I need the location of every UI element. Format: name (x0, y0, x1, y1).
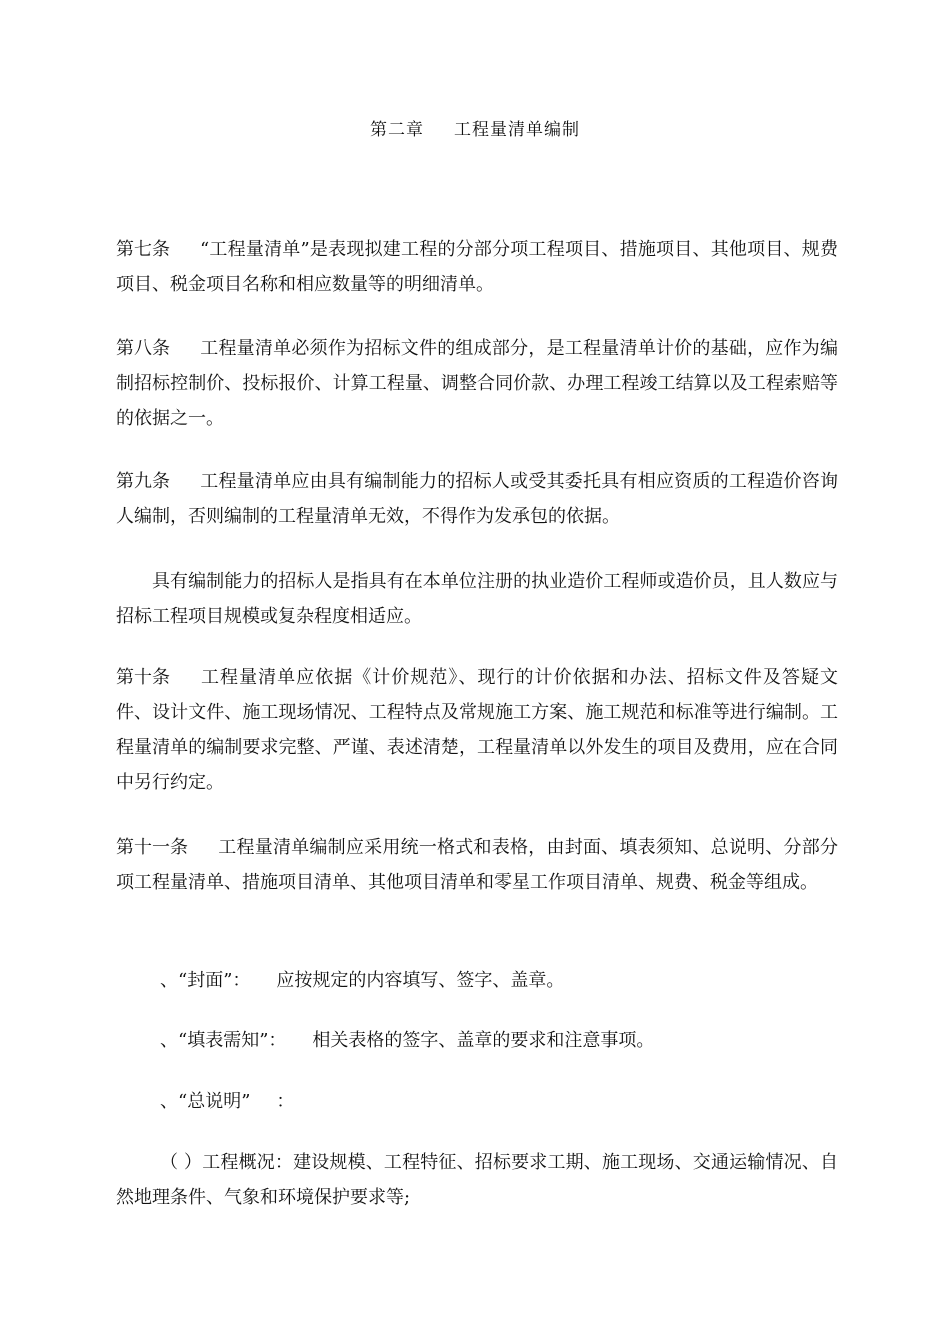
sub-item-project-overview (116, 1145, 838, 1215)
article-8 (116, 331, 838, 436)
article-text: 工程量清单编制应采用统一格式和表格，由封面、填表须知、总说明、分部分项工程量清单、措施项目清单、其他项目清单和零星工作项目清单、规费、税金等组成。 (116, 837, 838, 893)
article-label: 第十一条 (116, 837, 188, 858)
article-text: 工程量清单应依据《计价规范》、现行的计价依据和办法、招标文件及答疑文件、设计文件、施工现场情况、工程特点及常规施工方案、施工规范和标准等进行编制。工程量清单的编制要求完整、严谨、表述清楚，工程量清单以外发生的项目及费用，应在合同中另行约定。 (116, 667, 838, 793)
article-7 (116, 232, 838, 302)
chapter-title-text: 工程量清单编制 (454, 120, 580, 140)
item-text: 相关表格的签字、盖章的要求和注意事项。 (312, 1030, 655, 1051)
item-prefix: 、“填表需知”： (160, 1030, 287, 1051)
item-prefix: 、“封面”： (160, 970, 251, 991)
article-text: 具有编制能力的招标人是指具有在本单位注册的执业造价工程师或造价员，且人数应与招标工程项目规模或复杂程度相适应。 (116, 571, 838, 627)
article-text: 工程量清单应由具有编制能力的招标人或受其委托具有相应资质的工程造价咨询人编制，否则编制的工程量清单无效，不得作为发承包的依据。 (116, 471, 838, 527)
item-text: ： (276, 1091, 295, 1112)
chapter-number: 第二章 (370, 120, 424, 140)
item-instructions (116, 1023, 882, 1058)
article-text: 工程量清单必须作为招标文件的组成部分，是工程量清单计价的基础，应作为编制招标控制价、投标报价、计算工程量、调整合同价款、办理工程竣工结算以及工程索赔等的依据之一。 (116, 338, 838, 429)
article-label: 第八条 (116, 338, 170, 359)
sub-item-text: 建设规模、工程特征、招标要求工期、施工现场、交通运输情况、自然地理条件、气象和环境保护要求等; (116, 1152, 838, 1208)
article-text: “工程量清单”是表现拟建工程的分部分项工程项目、措施项目、其他项目、规费项目、税金项目名称和相应数量等的明细清单。 (116, 239, 838, 295)
article-11 (116, 830, 838, 900)
chapter-heading (0, 118, 950, 142)
article-9-note (116, 564, 838, 634)
article-label: 第九条 (116, 471, 170, 492)
article-9 (116, 464, 838, 534)
item-prefix: 、“总说明” (160, 1091, 251, 1112)
article-10 (116, 660, 838, 800)
article-label: 第十条 (116, 667, 170, 688)
item-general-notes (116, 1084, 882, 1119)
item-text: 应按规定的内容填写、签字、盖章。 (276, 970, 565, 991)
article-label: 第七条 (116, 239, 170, 260)
item-cover (116, 963, 882, 998)
sub-item-prefix: （ ）工程概况： (160, 1152, 294, 1173)
